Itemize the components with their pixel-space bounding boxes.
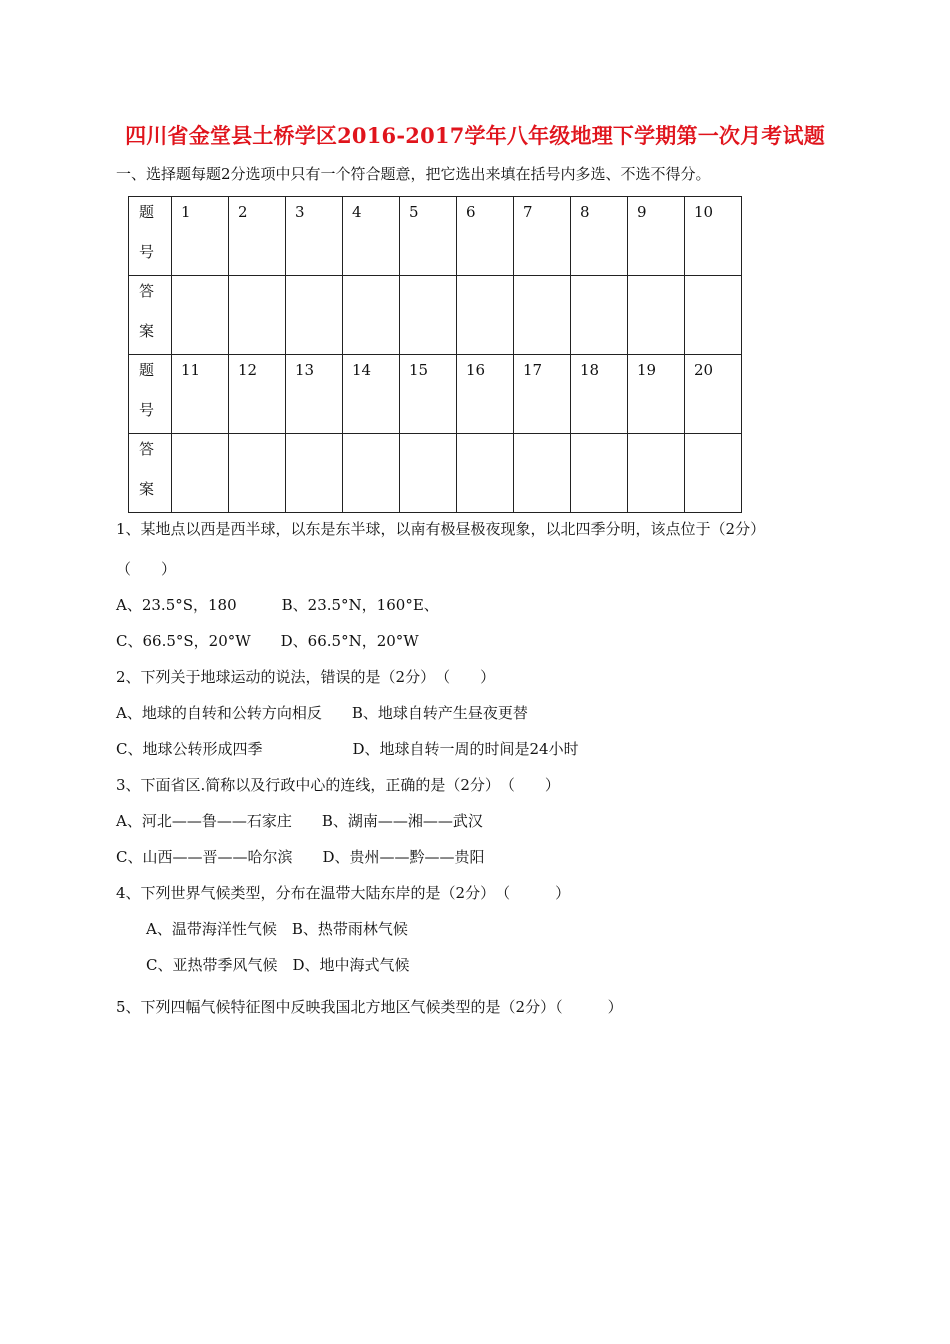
question-number-cell: 8 [571,197,628,276]
question-number-cell: 9 [628,197,685,276]
question-4-options-ab: A、温带海洋性气候 B、热带雨林气候 [146,920,408,938]
answer-cell[interactable] [286,276,343,355]
question-number-cell: 2 [229,197,286,276]
answer-cell[interactable] [628,276,685,355]
table-row [129,434,742,513]
document-title: 四川省金堂县土桥学区2016-2017学年八年级地理下学期第一次月考试题 [125,123,825,148]
answer-cell[interactable] [229,434,286,513]
answer-cell[interactable] [172,276,229,355]
question-number-cell: 20 [685,355,742,434]
question-1-stem: 1、某地点以西是西半球，以东是东半球，以南有极昼极夜现象，以北四季分明，该点位于（2分） [116,520,766,538]
question-number-cell: 15 [400,355,457,434]
question-2-stem: 2、下列关于地球运动的说法，错误的是（2分） （ ） [116,668,496,686]
answer-cell[interactable] [685,434,742,513]
question-number-cell: 14 [343,355,400,434]
answer-cell[interactable] [685,276,742,355]
question-3-stem: 3、下面省区.简称以及行政中心的连线，正确的是（2分） （ ） [116,776,560,794]
question-number-cell: 3 [286,197,343,276]
question-3-options-cd: C、山西——晋——哈尔滨 D、贵州——黔——贵阳 [116,848,485,866]
question-4-stem: 4、下列世界气候类型，分布在温带大陆东岸的是（2分） （ ） [116,884,571,902]
question-5-stem: 5、下列四幅气候特征图中反映我国北方地区气候类型的是（2分）（ ） [116,998,623,1016]
table-row [129,355,742,434]
question-number-cell: 19 [628,355,685,434]
question-number-cell: 13 [286,355,343,434]
answer-cell[interactable] [400,276,457,355]
answer-cell[interactable] [514,434,571,513]
answer-cell[interactable] [400,434,457,513]
answer-cell[interactable] [229,276,286,355]
question-1-answer-blank: （ ） [116,560,177,578]
row-label-question-number: 题 号 [129,197,172,276]
answer-cell[interactable] [343,276,400,355]
question-number-cell: 12 [229,355,286,434]
question-number-cell: 10 [685,197,742,276]
table-row [129,276,742,355]
answer-cell[interactable] [571,434,628,513]
table-row [129,197,742,276]
answer-cell[interactable] [457,276,514,355]
question-number-cell: 18 [571,355,628,434]
question-number-cell: 17 [514,355,571,434]
question-number-cell: 7 [514,197,571,276]
row-label-question-number: 题 号 [129,355,172,434]
question-number-cell: 5 [400,197,457,276]
question-1-options-cd: C、66.5°S，20°W D、66.5°N，20°W [116,632,419,650]
answer-cell[interactable] [457,434,514,513]
answer-cell[interactable] [172,434,229,513]
question-number-cell: 16 [457,355,514,434]
question-2-options-cd: C、地球公转形成四季 D、地球自转一周的时间是24小时 [116,740,579,758]
question-number-cell: 4 [343,197,400,276]
question-number-cell: 1 [172,197,229,276]
answer-cell[interactable] [286,434,343,513]
answer-table [128,196,742,513]
answer-cell[interactable] [628,434,685,513]
question-3-options-ab: A、河北——鲁——石家庄 B、湖南——湘——武汉 [116,812,483,830]
question-number-cell: 11 [172,355,229,434]
question-1-options-ab: A、23.5°S，180 B、23.5°N，160°E、 [116,596,439,614]
row-label-answer: 答 案 [129,434,172,513]
section-instructions: 一、选择题每题2分选项中只有一个符合题意，把它选出来填在括号内多选、不选不得分。 [116,165,711,183]
answer-cell[interactable] [571,276,628,355]
answer-cell[interactable] [343,434,400,513]
row-label-answer: 答 案 [129,276,172,355]
question-number-cell: 6 [457,197,514,276]
question-4-options-cd: C、亚热带季风气候 D、地中海式气候 [146,956,410,974]
answer-cell[interactable] [514,276,571,355]
question-2-options-ab: A、地球的自转和公转方向相反 B、地球自转产生昼夜更替 [116,704,528,722]
